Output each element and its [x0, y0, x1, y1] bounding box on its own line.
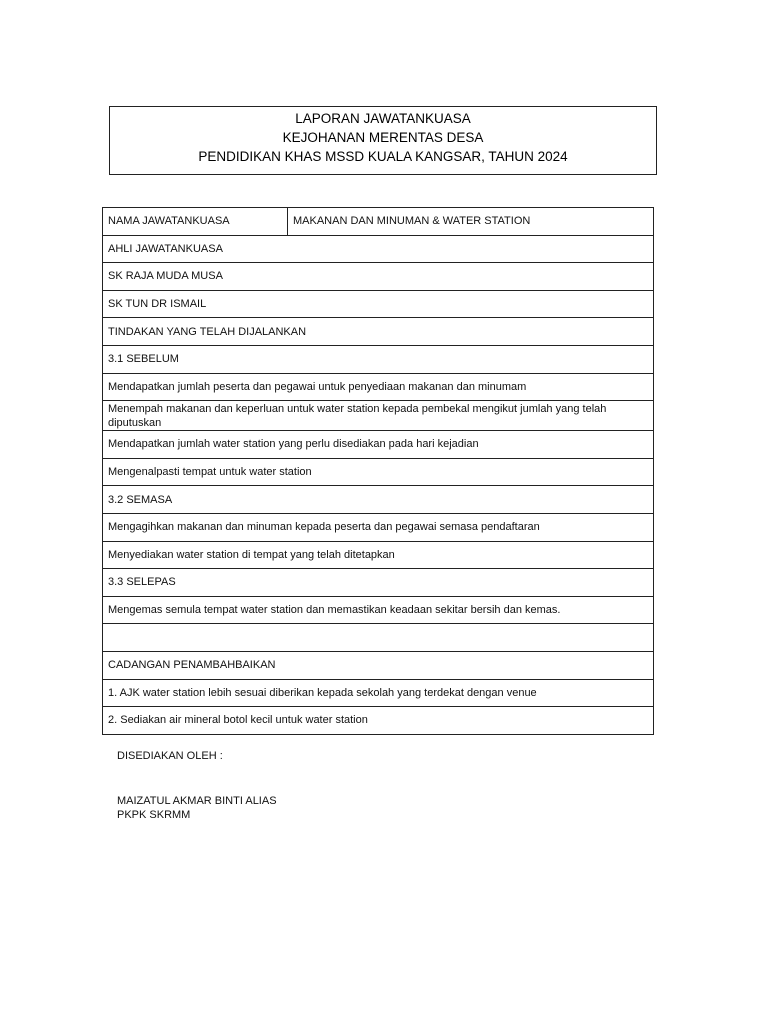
- preparer-name: MAIZATUL AKMAR BINTI ALIAS: [117, 795, 277, 807]
- table-cell-during-item-2: Menyediakan water station di tempat yang telah ditetapkan: [103, 541, 654, 569]
- report-title-line-3: PENDIDIKAN KHAS MSSD KUALA KANGSAR, TAHUN 2024: [198, 149, 568, 164]
- table-row: [103, 486, 654, 514]
- table-cell-member-school-1: SK RAJA MUDA MUSA: [103, 263, 654, 291]
- committee-name-label: NAMA JAWATANKUASA: [103, 208, 288, 236]
- table-row: [103, 513, 654, 541]
- table-cell-during-item-1: Mengagihkan makanan dan minuman kepada peserta dan pegawai semasa pendaftaran: [103, 513, 654, 541]
- table-row: [103, 679, 654, 707]
- prepared-by-label: DISEDIAKAN OLEH :: [117, 750, 223, 762]
- table-row: [103, 318, 654, 346]
- report-table: [102, 207, 654, 735]
- table-row: [103, 263, 654, 291]
- committee-name-value: MAKANAN DAN MINUMAN & WATER STATION: [288, 208, 654, 236]
- table-row: [103, 401, 654, 431]
- table-cell-section-during: 3.2 SEMASA: [103, 486, 654, 514]
- table-cell-empty: [103, 624, 654, 652]
- table-row-committee: [103, 208, 654, 236]
- table-row: [103, 596, 654, 624]
- table-row: [103, 345, 654, 373]
- preparer-position: PKPK SKRMM: [117, 809, 191, 821]
- table-row: [103, 235, 654, 263]
- table-row: [103, 458, 654, 486]
- table-row: [103, 651, 654, 679]
- table-cell-section-after: 3.3 SELEPAS: [103, 569, 654, 597]
- table-cell-improvement-1: 1. AJK water station lebih sesuai diberikan kepada sekolah yang terdekat dengan venue: [103, 679, 654, 707]
- table-row: [103, 373, 654, 401]
- table-cell-members-heading: AHLI JAWATANKUASA: [103, 235, 654, 263]
- report-title-box: [109, 106, 657, 175]
- table-cell-before-item-4: Mengenalpasti tempat untuk water station: [103, 458, 654, 486]
- table-cell-improvement-2: 2. Sediakan air mineral botol kecil untuk water station: [103, 707, 654, 735]
- table-row: [103, 541, 654, 569]
- table-row: [103, 624, 654, 652]
- report-title-line-2: KEJOHANAN MERENTAS DESA: [282, 130, 484, 145]
- table-row: [103, 707, 654, 735]
- table-cell-improvements-heading: CADANGAN PENAMBAHBAIKAN: [103, 651, 654, 679]
- table-cell-before-item-1: Mendapatkan jumlah peserta dan pegawai untuk penyediaan makanan dan minumam: [103, 373, 654, 401]
- table-cell-member-school-2: SK TUN DR ISMAIL: [103, 290, 654, 318]
- table-cell-section-before: 3.1 SEBELUM: [103, 345, 654, 373]
- table-row: [103, 431, 654, 459]
- table-cell-before-item-2: Menempah makanan dan keperluan untuk water station kepada pembekal mengikut jumlah yang telah diputuskan: [103, 401, 654, 431]
- table-cell-before-item-3: Mendapatkan jumlah water station yang perlu disediakan pada hari kejadian: [103, 431, 654, 459]
- report-title-line-1: LAPORAN JAWATANKUASA: [295, 111, 471, 126]
- table-cell-after-item-1: Mengemas semula tempat water station dan memastikan keadaan sekitar bersih dan kemas.: [103, 596, 654, 624]
- table-cell-actions-heading: TINDAKAN YANG TELAH DIJALANKAN: [103, 318, 654, 346]
- table-row: [103, 569, 654, 597]
- table-row: [103, 290, 654, 318]
